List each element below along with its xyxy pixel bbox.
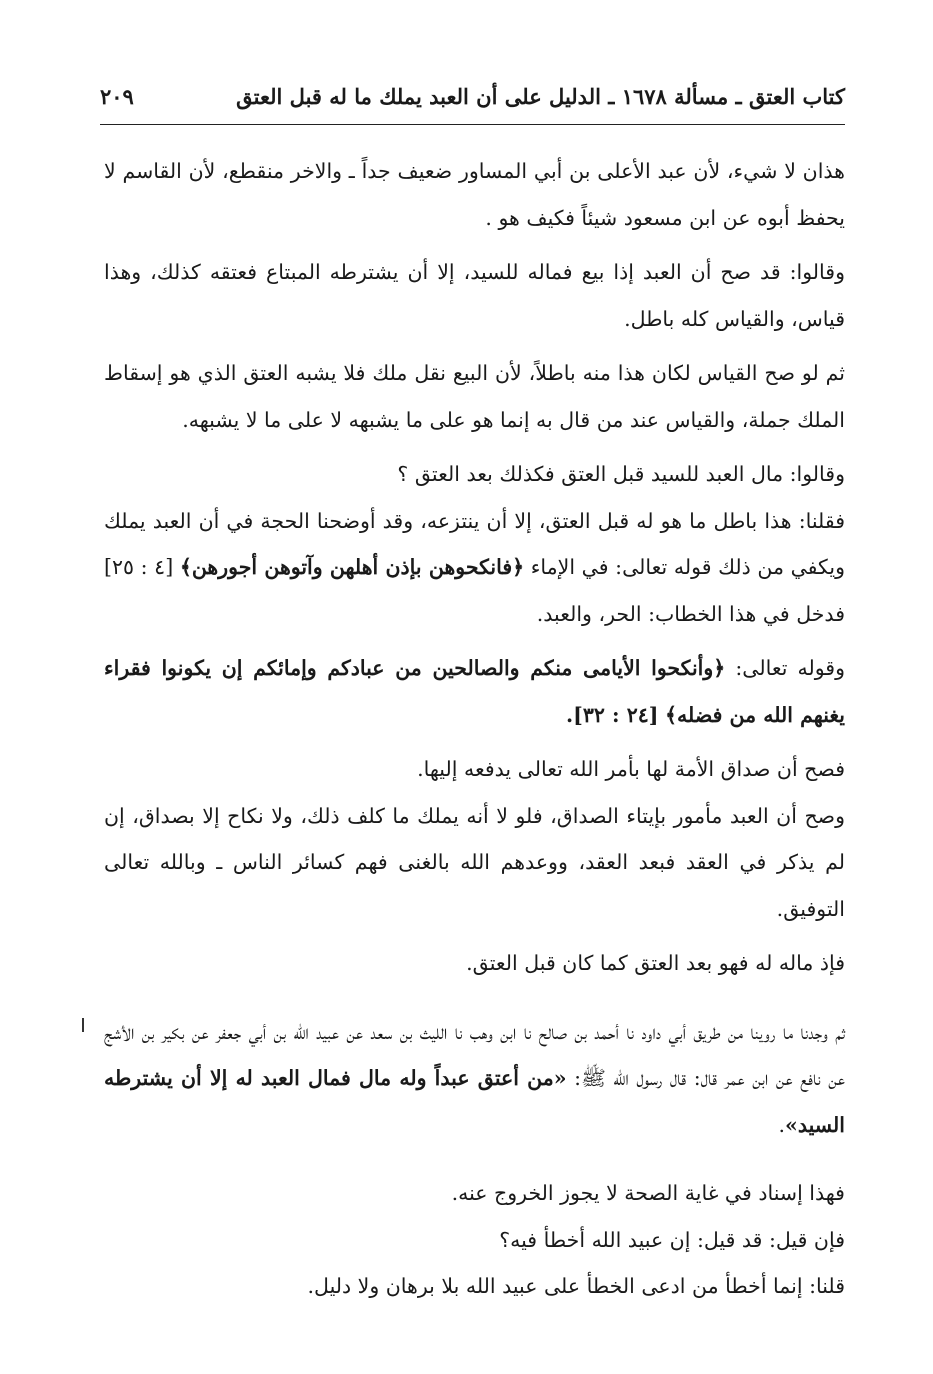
quran-verse-2: ﴿وأنكحوا الأيامى منكم والصالحين من عبادكم وإمائكم إن يكونوا فقراء يغنهم الله من فضله﴾ (104, 656, 845, 727)
paragraph-12: فإن قيل: قد قيل: إن عبيد الله أخطأ فيه؟ (499, 1227, 845, 1252)
paragraph-8: وصح أن العبد مأمور بإيتاء الصداق، فلو لا أنه يملك ما كلف ذلك، ولا نكاح إلا بصداق، إن لم يذكر في العقد فبعد العقد، ووعدهم الله بالغنى فهم كسائر الناس ـ وبالله تعالى التوفيق. (104, 803, 845, 921)
quran-verse-1: ﴿فانكحوهن بإذن أهلهن وآتوهن أجورهن﴾ (179, 555, 525, 579)
running-title: كتاب العتق ـ مسألة ١٦٧٨ ـ الدليل على أن العبد يملك ما له قبل العتق (236, 83, 845, 109)
paragraph-1: هذان لا شيء، لأن عبد الأعلى بن أبي المساور ضعيف جداً ـ والاخر منقطع، لأن القاسم لا يحفظ أبوه عن ابن مسعود شيئاً فكيف هو . (104, 159, 845, 230)
paragraph-5-ref: [٤ : ٢٥] فدخل في هذا الخطاب: الحر، والعبد. (104, 555, 845, 626)
paragraph-6-ref: [٢٤ : ٣٢]. (566, 702, 659, 727)
paragraph-7: فصح أن صداق الأمة لها بأمر الله تعالى يدفعه إليها. (417, 757, 845, 781)
header-divider (100, 124, 845, 125)
paragraph-4: وقالوا: مال العبد للسيد قبل العتق فكذلك بعد العتق ؟ (397, 462, 845, 486)
paragraph-10-end: . (778, 1112, 785, 1137)
paragraph-13: قلنا: إنما أخطأ من ادعى الخطأ على عبيد الله بلا برهان ولا دليل. (307, 1274, 845, 1298)
paragraph-10-text: ثم وجدنا ما روينا من طريق أبي داود نا أحمد بن صالح نا ابن وهب نا الليث بن سعد عن عبيد الله بن أبي جعفر عن بكير بن الأشج عن نافع عن ابن عمر قال: قال رسول الله ﷺ: (104, 1019, 845, 1090)
paragraph-5 (104, 498, 845, 638)
paragraph-9: فإذ ماله له فهو بعد العتق كما كان قبل العتق. (466, 951, 845, 975)
paragraph-5-text: فقلنا: هذا باطل ما هو له قبل العتق، إلا أن ينتزعه، وقد أوضحنا الحجة في أن العبد يملك ويكفي من ذلك قوله تعالى: في الإماء (104, 508, 845, 579)
paragraph-6-text: وقوله تعالى: (735, 656, 845, 680)
paragraph-2: وقالوا: قد صح أن العبد إذا بيع فماله للسيد، إلا أن يشترطه المبتاع فعتقه كذلك، وهذا قياس، والقياس كله باطل. (104, 260, 845, 331)
page-body (104, 148, 845, 1310)
paragraph-11: فهذا إسناد في غاية الصحة لا يجوز الخروج عنه. (451, 1181, 845, 1205)
page-header (100, 78, 845, 114)
hadith-text: «من أعتق عبداً وله مال فمال العبد له إلا أن يشترطه السيد» (104, 1066, 845, 1137)
margin-mark (82, 1018, 84, 1032)
paragraph-6 (104, 645, 845, 738)
page-number: ٢٠٩ (100, 83, 134, 109)
paragraph-3: ثم لو صح القياس لكان هذا منه باطلاً، لأن البيع نقل ملك فلا يشبه العتق الذي هو إسقاط الملك جملة، والقياس عند من قال به إنما هو على ما يشبهه لا على ما لا يشبهه. (104, 361, 845, 432)
paragraph-10 (104, 1009, 845, 1149)
